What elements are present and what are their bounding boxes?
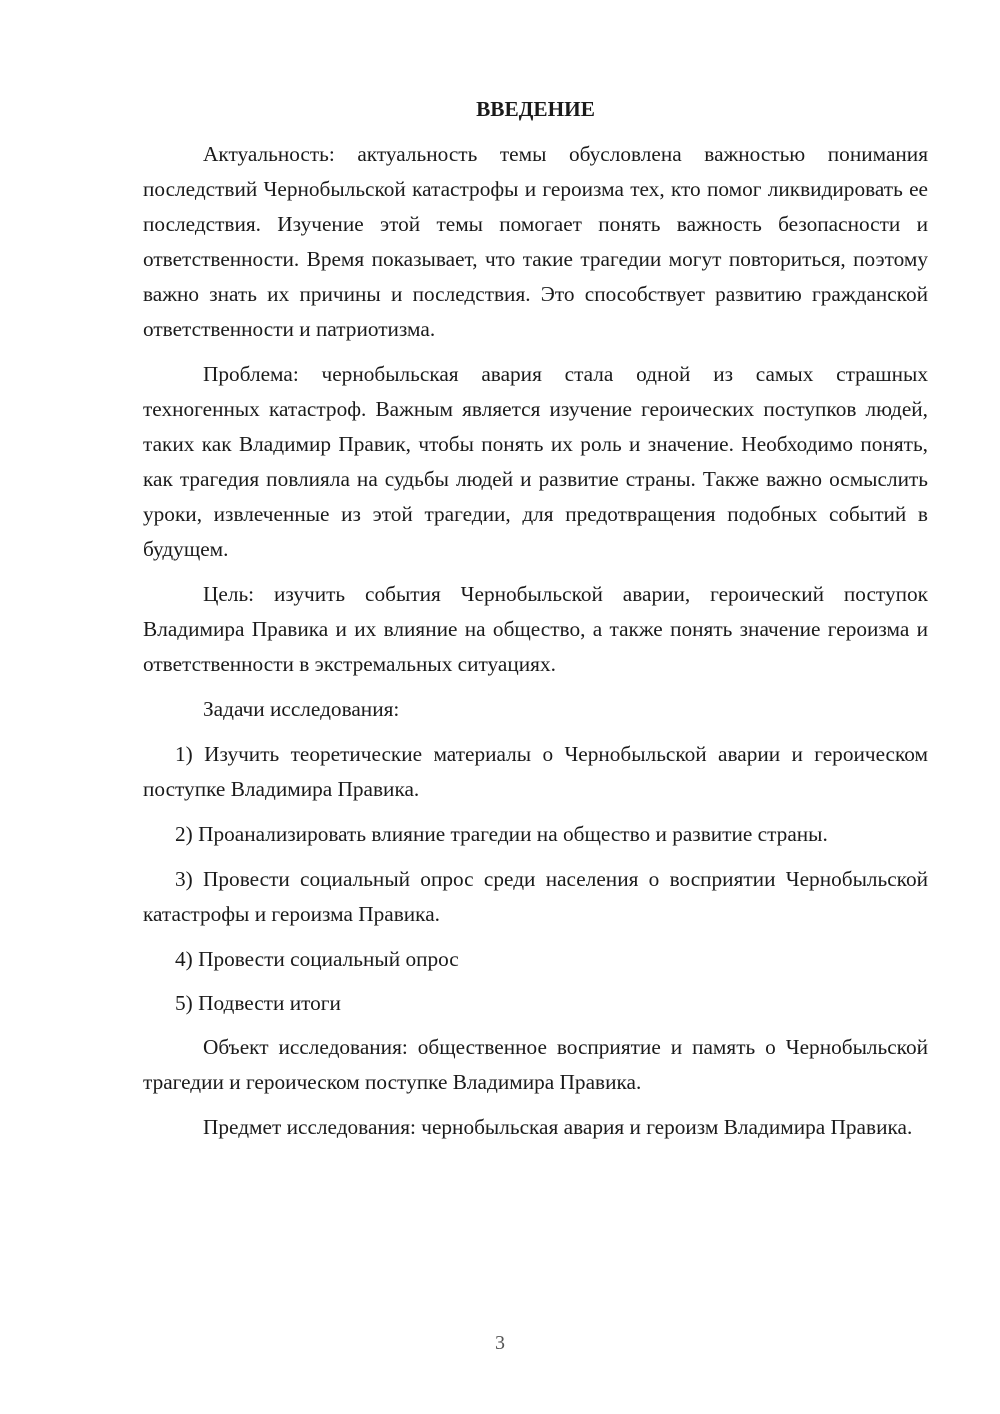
page-number: 3 xyxy=(495,1332,505,1354)
document-page xyxy=(143,92,928,1155)
paragraph-object: Объект исследования: общественное восприятие и память о Чернобыльской трагедии и героическом поступке Владимира Правика. xyxy=(143,1035,928,1094)
paragraph-problem: Проблема: чернобыльская авария стала одной из самых страшных техногенных катастроф. Важным является изучение героических поступков людей, таких как Владимир Правик, чтобы понять их роль и значение. Необходимо понять, как трагедия повлияла на судьбы людей и развитие страны. Также важно осмыслить уроки, извлеченные из этой трагедии, для предотвращения подобных событий в будущем. xyxy=(143,362,928,561)
paragraph-goal: Цель: изучить события Чернобыльской аварии, героический поступок Владимира Правика и их влияние на общество, а также понять значение героизма и ответственности в экстремальных ситуациях. xyxy=(143,582,928,676)
task-item-3: 3) Провести социальный опрос среди населения о восприятии Чернобыльской катастрофы и героизма Правика. xyxy=(143,867,928,926)
task-item-5: 5) Подвести итоги xyxy=(175,991,341,1015)
task-item-1: 1) Изучить теоретические материалы о Чернобыльской аварии и героическом поступке Владимира Правика. xyxy=(143,742,928,801)
task-item-2: 2) Проанализировать влияние трагедии на общество и развитие страны. xyxy=(175,822,828,846)
paragraph-tasks-heading: Задачи исследования: xyxy=(203,697,400,721)
paragraph-subject: Предмет исследования: чернобыльская авария и героизм Владимира Правика. xyxy=(203,1115,913,1139)
task-item-4: 4) Провести социальный опрос xyxy=(175,947,459,971)
paragraph-relevance: Актуальность: актуальность темы обусловлена важностью понимания последствий Чернобыльской катастрофы и героизма тех, кто помог ликвидировать ее последствия. Изучение этой темы помогает понять важность безопасности и ответственности. Время показывает, что такие трагедии могут повториться, поэтому важно знать их причины и последствия. Это способствует развитию гражданской ответственности и патриотизма. xyxy=(143,142,928,341)
section-title: ВВЕДЕНИЕ xyxy=(476,97,595,121)
